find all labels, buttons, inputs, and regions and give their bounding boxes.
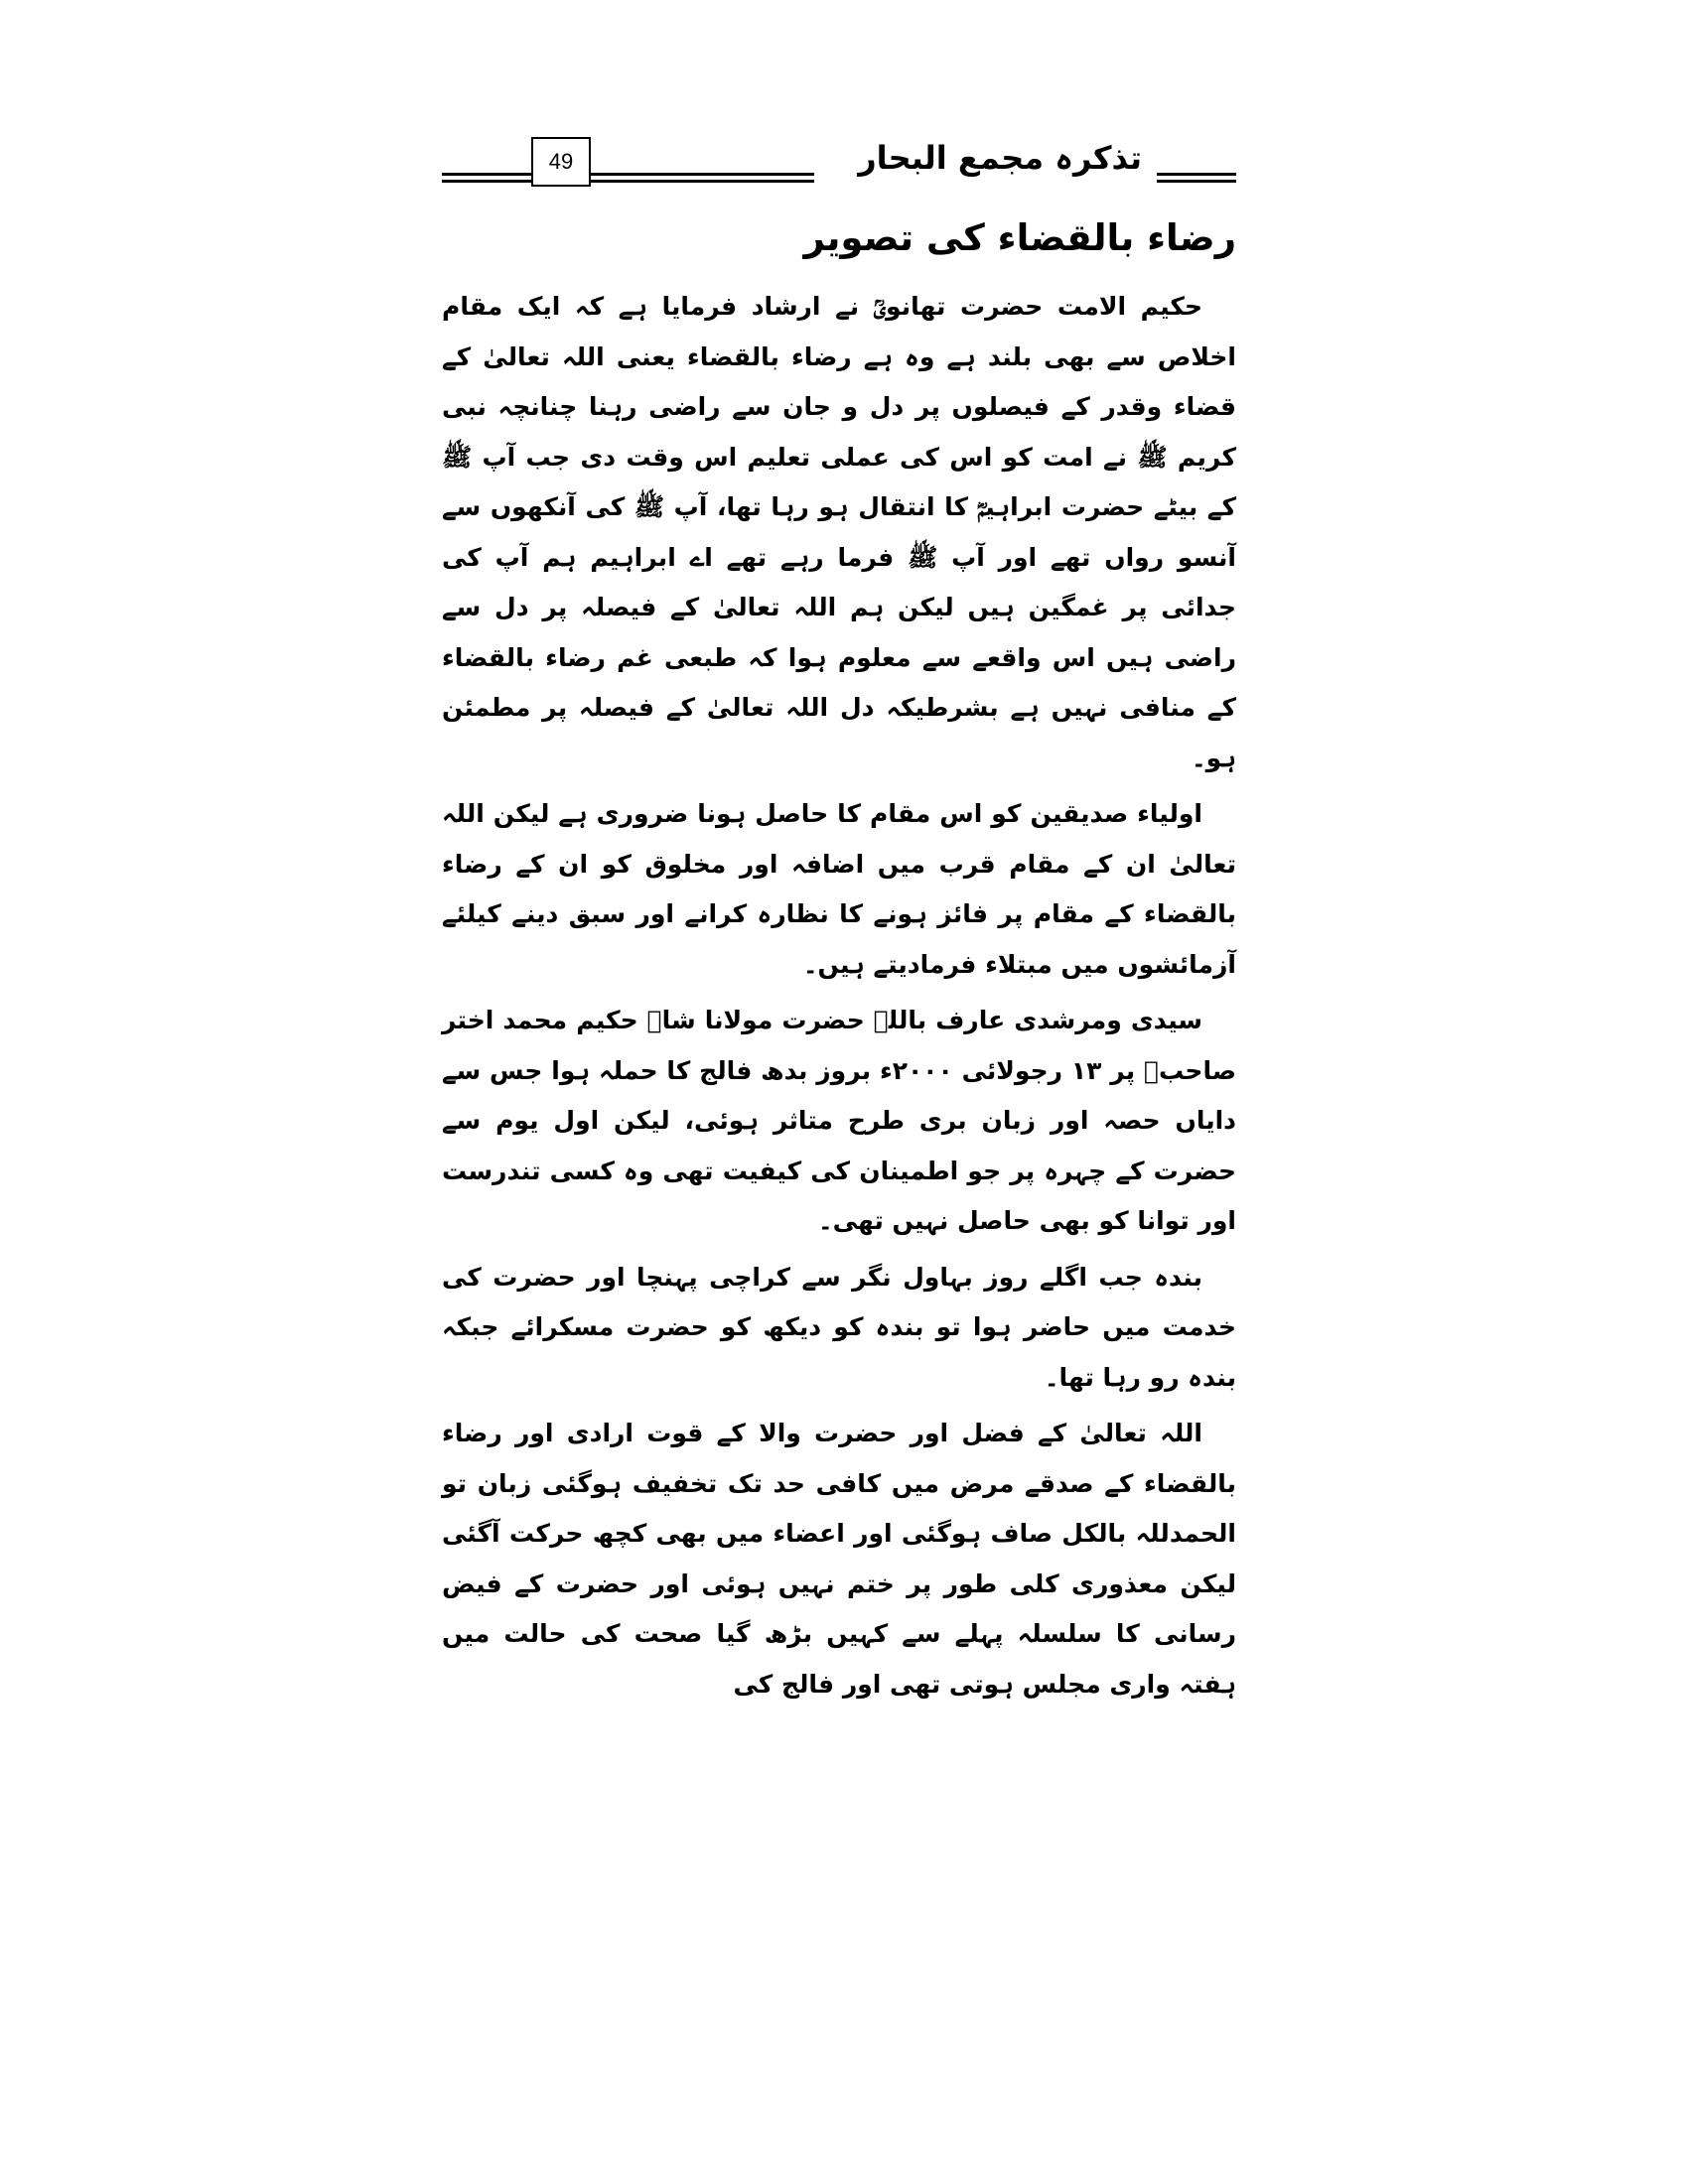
paragraph: حکیم الامت حضرت تھانویؒ نے ارشاد فرمایا ہے کہ ایک مقام اخلاص سے بھی بلند ہے وہ ہے رضاء بالقضاء یعنی اللہ تعالیٰ کے قضاء وقدر کے فیصلوں پر دل و جان سے راضی رہنا چنانچہ نبی کریم ﷺ نے امت کو اس کی عملی تعلیم اس وقت دی جب آپ ﷺ کے بیٹے حضرت ابراہیمؓ کا انتقال ہو رہا تھا، آپ ﷺ کی آنکھوں سے آنسو رواں تھے اور آپ ﷺ فرما رہے تھے اے ابراہیم ہم آپ کی جدائی پر غمگین ہیں لیکن ہم اللہ تعالیٰ کے فیصلہ پر دل سے راضی ہیں اس واقعے سے معلوم ہوا کہ طبعی غم رضاء بالقضاء کے منافی نہیں ہے بشرطیکہ دل اللہ تعالیٰ کے فیصلہ پر مطمئن ہو۔ [442,292,1236,772]
book-title: تذکرہ مجمع البحار [858,139,1142,177]
paragraph: سیدی ومرشدی عارف باللہ حضرت مولانا شاہ حکیم محمد اختر صاحبؒ پر ۱۳ رجولائی ۲۰۰۰ء بروز بدھ فالج کا حملہ ہوا جس سے دایاں حصہ اور زبان بری طرح متاثر ہوئی، لیکن اول یوم سے حضرت کے چہرہ پر جو اطمینان کی کیفیت تھی وہ کسی تندرست اور توانا کو بھی حاصل نہیں تھی۔ [442,1006,1236,1235]
header-rule-middle [591,173,814,183]
paragraph: بندہ جب اگلے روز بہاول نگر سے کراچی پہنچا اور حضرت کی خدمت میں حاضر ہوا تو بندہ کو دیکھ کو حضرت مسکرائے جبکہ بندہ رو رہا تھا۔ [442,1262,1236,1392]
paragraph: اللہ تعالیٰ کے فضل اور حضرت والا کے قوت ارادی اور رضاء بالقضاء کے صدقے مرض میں کافی حد تک تخفیف ہوگئی زبان تو الحمدللہ بالکل صاف ہوگئی اور اعضاء میں بھی کچھ حرکت آگئی لیکن معذوری کلی طور پر ختم نہیں ہوئی اور حضرت کے فیض رسانی کا سلسلہ پہلے سے کہیں بڑھ گیا صحت کی حالت میں ہفتہ واری مجلس ہوتی تھی اور فالج کی [442,1419,1236,1699]
paragraph: اولیاء صدیقین کو اس مقام کا حاصل ہونا ضروری ہے لیکن اللہ تعالیٰ ان کے مقام قرب میں اضافہ اور مخلوق کو ان کے رضاء بالقضاء کے مقام پر فائز ہونے کا نظارہ کرانے اور سبق دینے کیلئے آزمائشوں میں مبتلاء فرمادیتے ہیں۔ [442,799,1236,979]
page-header [442,137,1236,197]
section-heading: رضاء بالقضاء کی تصویر [803,216,1236,259]
page-number: 49 [531,137,591,187]
header-rule-left [442,173,531,183]
header-rule-right [1157,173,1236,183]
page-content [442,208,1236,1715]
